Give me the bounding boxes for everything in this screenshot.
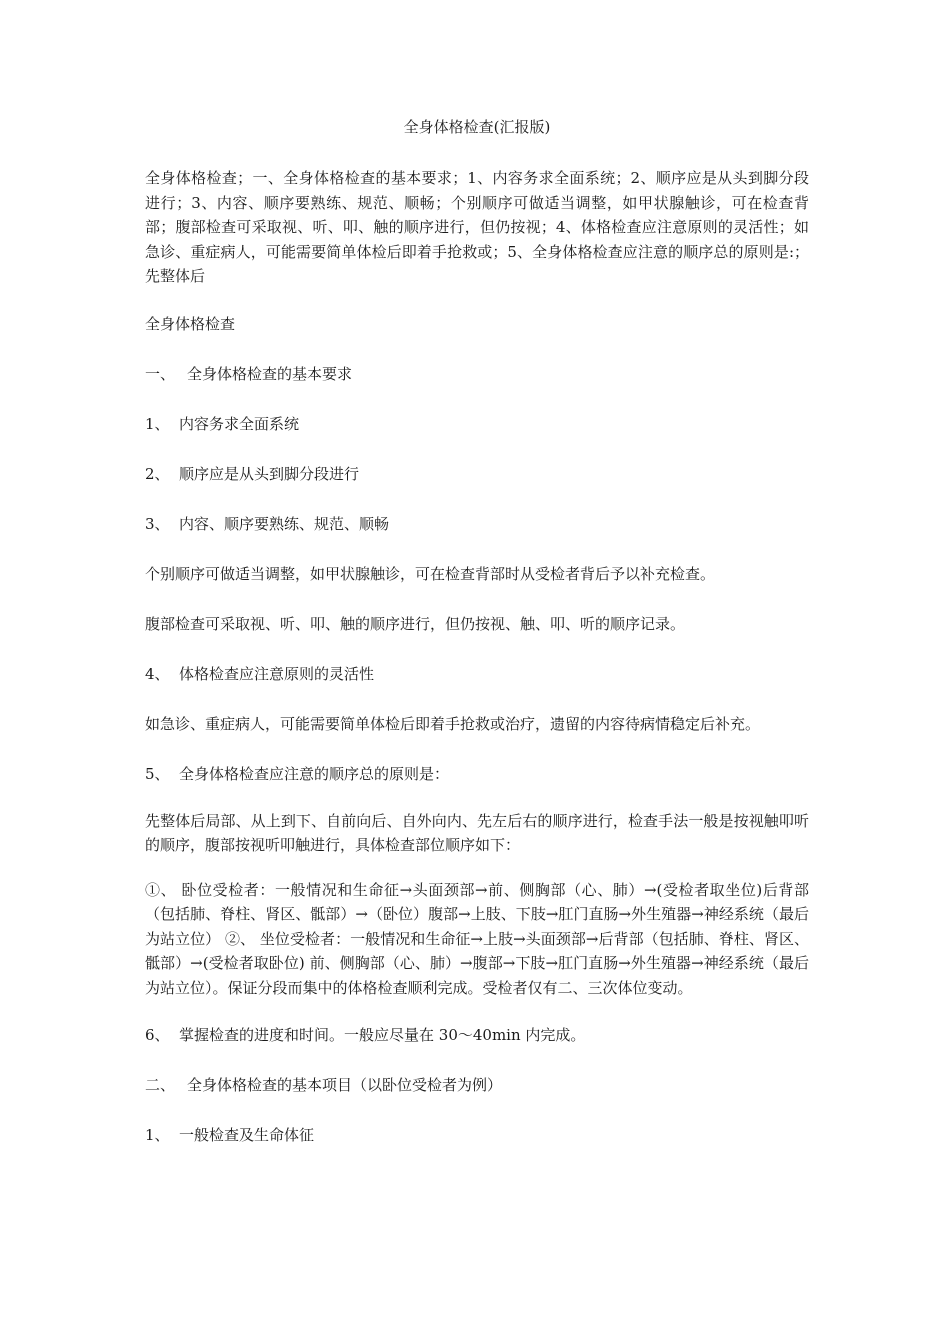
item-number: 3、 xyxy=(145,514,170,533)
list-item-4 xyxy=(145,659,809,689)
document-body xyxy=(145,112,809,1170)
item-number: 5、 xyxy=(145,764,170,783)
item-text: 全身体格检查应注意的顺序总的原则是： xyxy=(179,764,450,783)
adjust-paragraph: 个别顺序可做适当调整，如甲状腺触诊，可在检查背部时从受检者背后予以补充检查。 xyxy=(145,564,716,583)
item-text: 内容务求全面系统 xyxy=(179,414,300,433)
item-number: 2、 xyxy=(145,464,170,483)
section-number: 二、 xyxy=(145,1076,176,1094)
order-paragraph: 先整体后局部、从上到下、自前向后、自外向内、先左后右的顺序进行，检查手法一般是按视触叩听的顺序，腹部按视听叩触进行，具体检查部位顺序如下： xyxy=(145,811,809,854)
list-item-1 xyxy=(145,409,809,439)
heading-paragraph: 全身体格检查 xyxy=(145,314,236,333)
section-heading-2 xyxy=(145,1070,809,1100)
item-number: 6、 xyxy=(145,1026,170,1044)
item-number: 1、 xyxy=(145,414,170,433)
item-number: 4、 xyxy=(145,664,170,683)
section-heading-1 xyxy=(145,359,809,389)
emergency-paragraph: 如急诊、重症病人，可能需要简单体检后即着手抢救或治疗，遗留的内容待病情稳定后补充。 xyxy=(145,714,761,733)
list-item-6 xyxy=(145,1020,809,1050)
item-text: 顺序应是从头到脚分段进行 xyxy=(179,464,360,483)
item-text: 内容、顺序要熟练、规范、顺畅 xyxy=(179,514,390,533)
item-number: 1、 xyxy=(145,1126,170,1144)
abdomen-paragraph: 腹部检查可采取视、听、叩、触的顺序进行，但仍按视、触、叩、听的顺序记录。 xyxy=(145,614,686,633)
list-item-2 xyxy=(145,459,809,489)
positions-paragraph: ①、 卧位受检者：一般情况和生命征→头面颈部→前、侧胸部（心、肺）→(受检者取坐位)后背部（包括肺、脊柱、肾区、骶部）→（卧位）腹部→上肢、下肢→肛门直肠→外生殖器→神经系统（最后为站立位） ②、 坐位受检者：一般情况和生命征→上肢→头面颈部→后背部（包括肺、脊柱、肾区、骶部）→(受检者取卧位) 前、侧胸部（心、肺）→腹部→下肢→肛门直肠→外生殖器→神经系统（最后为站立位）。保证分段而集中的体格检查顺利完成。受检者仅有二、三次体位变动。 xyxy=(145,880,809,997)
section-text: 全身体格检查的基本项目（以卧位受检者为例） xyxy=(187,1076,503,1094)
item-text: 体格检查应注意原则的灵活性 xyxy=(179,664,375,683)
list-item-5 xyxy=(145,759,809,789)
section-text: 全身体格检查的基本要求 xyxy=(187,364,353,383)
abstract-paragraph: 全身体格检查；一、全身体格检查的基本要求；1、内容务求全面系统；2、顺序应是从头到脚分段进行；3、内容、顺序要熟练、规范、顺畅；个别顺序可做适当调整，如甲状腺触诊，可在检查背部；腹部检查可采取视、听、叩、触的顺序进行，但仍按视；4、体格检查应注意原则的灵活性；如急诊、重症病人，可能需要简单体检后即着手抢救或；5、全身体格检查应注意的顺序总的原则是:；先整体后 xyxy=(145,169,809,285)
item-text: 掌握检查的进度和时间。一般应尽量在 30～40min 内完成。 xyxy=(179,1026,586,1044)
document-title: 全身体格检查(汇报版) xyxy=(403,118,551,136)
item-text: 一般检查及生命体征 xyxy=(179,1126,315,1144)
section-number: 一、 xyxy=(145,364,176,383)
list-item-3 xyxy=(145,509,809,539)
list-item-7 xyxy=(145,1120,809,1150)
